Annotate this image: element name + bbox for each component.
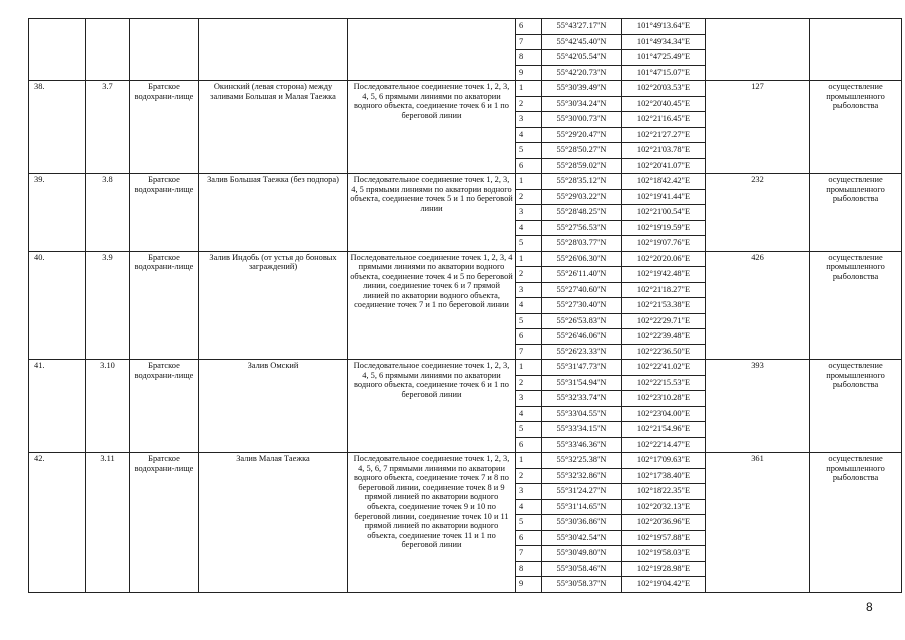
point-number: 2 xyxy=(516,375,542,391)
point-latitude: 55°30'49.80"N xyxy=(542,546,622,562)
area-size: 361 xyxy=(706,453,810,593)
entry-number: 38. xyxy=(29,81,86,174)
point-latitude: 55°30'58.37"N xyxy=(542,577,622,593)
point-longitude: 102°19'41.44"E xyxy=(622,189,706,205)
point-latitude: 55°27'56.53"N xyxy=(542,220,622,236)
point-longitude: 102°19'19.59"E xyxy=(622,220,706,236)
point-longitude: 102°21'27.27"E xyxy=(622,127,706,143)
entry-subnumber: 3.8 xyxy=(86,174,130,252)
point-latitude: 55°31'14.65"N xyxy=(542,499,622,515)
point-latitude: 55°31'54.94"N xyxy=(542,375,622,391)
boundary-description: Последовательное соединение точек 1, 2, 3, 4, 5, 6 прямыми линиями по акватории водного объекта, соединение точек 6 и 1 по береговой линии xyxy=(348,81,516,174)
point-longitude: 102°22'41.02"E xyxy=(622,360,706,376)
table-row xyxy=(29,453,902,469)
point-number: 8 xyxy=(516,50,542,66)
boundary-description: Последовательное соединение точек 1, 2, 3, 4, 5 прямыми линиями по акватории водного объекта, соединение точек 5 и 1 по береговой линии xyxy=(348,174,516,252)
entry-number: 42. xyxy=(29,453,86,593)
point-longitude: 102°21'54.96"E xyxy=(622,422,706,438)
entry-number: 41. xyxy=(29,360,86,453)
point-number: 3 xyxy=(516,391,542,407)
point-longitude: 102°20'03.53"E xyxy=(622,81,706,97)
point-number: 4 xyxy=(516,127,542,143)
point-number: 7 xyxy=(516,34,542,50)
point-longitude: 102°19'57.88"E xyxy=(622,530,706,546)
usage-purpose: осуществление промышленного рыболовства xyxy=(810,81,902,174)
area-size-cell xyxy=(706,19,810,81)
point-latitude: 55°30'39.49"N xyxy=(542,81,622,97)
entry-subnumber: 3.11 xyxy=(86,453,130,593)
point-longitude: 102°20'40.45"E xyxy=(622,96,706,112)
point-longitude: 101°47'25.49"E xyxy=(622,50,706,66)
reservoir-cell xyxy=(130,19,199,81)
point-longitude: 102°19'58.03"E xyxy=(622,546,706,562)
area-name: Залив Омский xyxy=(199,360,348,453)
point-latitude: 55°33'04.55"N xyxy=(542,406,622,422)
reservoir-name: Братское водохрани-лище xyxy=(130,174,199,252)
entry-number-cell xyxy=(29,19,86,81)
point-number: 3 xyxy=(516,282,542,298)
point-number: 2 xyxy=(516,468,542,484)
point-longitude: 102°18'22.35"E xyxy=(622,484,706,500)
point-number: 4 xyxy=(516,220,542,236)
point-latitude: 55°32'25.38"N xyxy=(542,453,622,469)
point-longitude: 102°19'04.42"E xyxy=(622,577,706,593)
area-name-cell xyxy=(199,19,348,81)
page-number: 8 xyxy=(866,600,873,614)
area-name: Залив Индобь (от устья до боновых заграждений) xyxy=(199,251,348,360)
point-number: 8 xyxy=(516,561,542,577)
point-latitude: 55°30'58.46"N xyxy=(542,561,622,577)
point-latitude: 55°31'47.73"N xyxy=(542,360,622,376)
point-number: 1 xyxy=(516,81,542,97)
point-latitude: 55°28'35.12"N xyxy=(542,174,622,190)
point-latitude: 55°30'36.86"N xyxy=(542,515,622,531)
point-longitude: 102°22'39.48"E xyxy=(622,329,706,345)
point-longitude: 101°49'34.34"E xyxy=(622,34,706,50)
description-cell xyxy=(348,19,516,81)
point-number: 6 xyxy=(516,19,542,35)
area-name: Залив Малая Таежка xyxy=(199,453,348,593)
point-number: 5 xyxy=(516,422,542,438)
reservoir-name: Братское водохрани-лище xyxy=(130,453,199,593)
point-latitude: 55°32'33.74"N xyxy=(542,391,622,407)
point-number: 4 xyxy=(516,298,542,314)
point-number: 5 xyxy=(516,313,542,329)
point-longitude: 102°17'09.63"E xyxy=(622,453,706,469)
area-size: 393 xyxy=(706,360,810,453)
point-latitude: 55°27'40.60"N xyxy=(542,282,622,298)
point-latitude: 55°33'46.36"N xyxy=(542,437,622,453)
reservoir-name: Братское водохрани-лище xyxy=(130,81,199,174)
boundary-description: Последовательное соединение точек 1, 2, 3, 4, 5, 6, 7 прямыми линиями по акватории водного объекта, соединение точек 7 и 8 по береговой линии, соединение точек 8 и 9 прямой линией по акватории водного объекта, соединение точек 9 и 10 по береговой линии, соединение точек 10 и 11 прямой линией по акватории водного объекта, соединение точек 11 и 1 по береговой линии xyxy=(348,453,516,593)
point-longitude: 102°21'00.54"E xyxy=(622,205,706,221)
point-longitude: 101°47'15.07"E xyxy=(622,65,706,81)
point-latitude: 55°29'03.22"N xyxy=(542,189,622,205)
point-longitude: 102°22'36.50"E xyxy=(622,344,706,360)
table-row xyxy=(29,251,902,267)
point-number: 1 xyxy=(516,251,542,267)
point-latitude: 55°26'46.06"N xyxy=(542,329,622,345)
point-number: 1 xyxy=(516,174,542,190)
coordinates-table xyxy=(28,18,902,593)
point-latitude: 55°27'30.40"N xyxy=(542,298,622,314)
point-longitude: 102°19'07.76"E xyxy=(622,236,706,252)
point-latitude: 55°30'42.54"N xyxy=(542,530,622,546)
point-longitude: 102°19'42.48"E xyxy=(622,267,706,283)
point-longitude: 102°20'36.96"E xyxy=(622,515,706,531)
point-number: 4 xyxy=(516,499,542,515)
point-number: 7 xyxy=(516,344,542,360)
point-longitude: 102°23'10.28"E xyxy=(622,391,706,407)
entry-number: 40. xyxy=(29,251,86,360)
table-row xyxy=(29,360,902,376)
area-name: Залив Большая Таежка (без подпора) xyxy=(199,174,348,252)
point-latitude: 55°30'00.73"N xyxy=(542,112,622,128)
point-longitude: 102°23'04.00"E xyxy=(622,406,706,422)
table-row xyxy=(29,19,902,35)
point-latitude: 55°28'48.25"N xyxy=(542,205,622,221)
point-number: 5 xyxy=(516,236,542,252)
point-number: 1 xyxy=(516,453,542,469)
point-number: 3 xyxy=(516,205,542,221)
point-latitude: 55°26'53.83"N xyxy=(542,313,622,329)
usage-purpose: осуществление промышленного рыболовства xyxy=(810,360,902,453)
point-longitude: 102°19'28.98"E xyxy=(622,561,706,577)
entry-subnumber: 3.9 xyxy=(86,251,130,360)
point-latitude: 55°28'59.02"N xyxy=(542,158,622,174)
point-number: 2 xyxy=(516,96,542,112)
point-longitude: 102°20'41.07"E xyxy=(622,158,706,174)
point-latitude: 55°42'20.73"N xyxy=(542,65,622,81)
point-latitude: 55°33'34.15"N xyxy=(542,422,622,438)
point-latitude: 55°28'50.27"N xyxy=(542,143,622,159)
entry-number: 39. xyxy=(29,174,86,252)
point-longitude: 102°20'20.06"E xyxy=(622,251,706,267)
point-longitude: 102°22'14.47"E xyxy=(622,437,706,453)
point-longitude: 102°17'38.40"E xyxy=(622,468,706,484)
point-number: 6 xyxy=(516,530,542,546)
point-longitude: 102°20'32.13"E xyxy=(622,499,706,515)
point-number: 2 xyxy=(516,267,542,283)
point-number: 5 xyxy=(516,515,542,531)
point-longitude: 102°21'53.38"E xyxy=(622,298,706,314)
point-latitude: 55°30'34.24"N xyxy=(542,96,622,112)
point-number: 9 xyxy=(516,65,542,81)
point-longitude: 101°49'13.64"E xyxy=(622,19,706,35)
point-latitude: 55°26'06.30"N xyxy=(542,251,622,267)
point-number: 9 xyxy=(516,577,542,593)
point-number: 6 xyxy=(516,158,542,174)
point-latitude: 55°26'11.40"N xyxy=(542,267,622,283)
boundary-description: Последовательное соединение точек 1, 2, 3, 4 прямыми линиями по акватории водного объекта, соединение точек 4 и 5 по береговой линии, соединение точек 6 и 7 прямой линией по акватории водного объекта, соединение точек 7 и 1 по береговой линии xyxy=(348,251,516,360)
point-number: 7 xyxy=(516,546,542,562)
point-latitude: 55°31'24.27"N xyxy=(542,484,622,500)
point-latitude: 55°26'23.33"N xyxy=(542,344,622,360)
point-latitude: 55°42'45.40"N xyxy=(542,34,622,50)
area-size: 127 xyxy=(706,81,810,174)
entry-subnumber: 3.7 xyxy=(86,81,130,174)
usage-purpose: осуществление промышленного рыболовства xyxy=(810,251,902,360)
boundary-description: Последовательное соединение точек 1, 2, 3, 4, 5, 6 прямыми линиями по акватории водного объекта, соединение точек 6 и 1 по береговой линии xyxy=(348,360,516,453)
point-number: 6 xyxy=(516,437,542,453)
reservoir-name: Братское водохрани-лище xyxy=(130,251,199,360)
point-latitude: 55°42'05.54"N xyxy=(542,50,622,66)
point-longitude: 102°21'03.78"E xyxy=(622,143,706,159)
point-number: 3 xyxy=(516,484,542,500)
point-latitude: 55°29'20.47"N xyxy=(542,127,622,143)
point-longitude: 102°18'42.42"E xyxy=(622,174,706,190)
point-number: 6 xyxy=(516,329,542,345)
table-row xyxy=(29,81,902,97)
table-row xyxy=(29,174,902,190)
usage-purpose: осуществление промышленного рыболовства xyxy=(810,174,902,252)
point-number: 1 xyxy=(516,360,542,376)
area-name: Окинский (левая сторона) между заливами Большая и Малая Таежка xyxy=(199,81,348,174)
point-longitude: 102°22'15.53"E xyxy=(622,375,706,391)
area-size: 426 xyxy=(706,251,810,360)
point-longitude: 102°21'18.27"E xyxy=(622,282,706,298)
point-latitude: 55°32'32.86"N xyxy=(542,468,622,484)
point-number: 4 xyxy=(516,406,542,422)
point-number: 2 xyxy=(516,189,542,205)
area-size: 232 xyxy=(706,174,810,252)
point-longitude: 102°22'29.71"E xyxy=(622,313,706,329)
purpose-cell xyxy=(810,19,902,81)
point-longitude: 102°21'16.45"E xyxy=(622,112,706,128)
entry-subnumber-cell xyxy=(86,19,130,81)
point-latitude: 55°43'27.17"N xyxy=(542,19,622,35)
reservoir-name: Братское водохрани-лище xyxy=(130,360,199,453)
point-number: 5 xyxy=(516,143,542,159)
point-number: 3 xyxy=(516,112,542,128)
usage-purpose: осуществление промышленного рыболовства xyxy=(810,453,902,593)
point-latitude: 55°28'03.77"N xyxy=(542,236,622,252)
entry-subnumber: 3.10 xyxy=(86,360,130,453)
